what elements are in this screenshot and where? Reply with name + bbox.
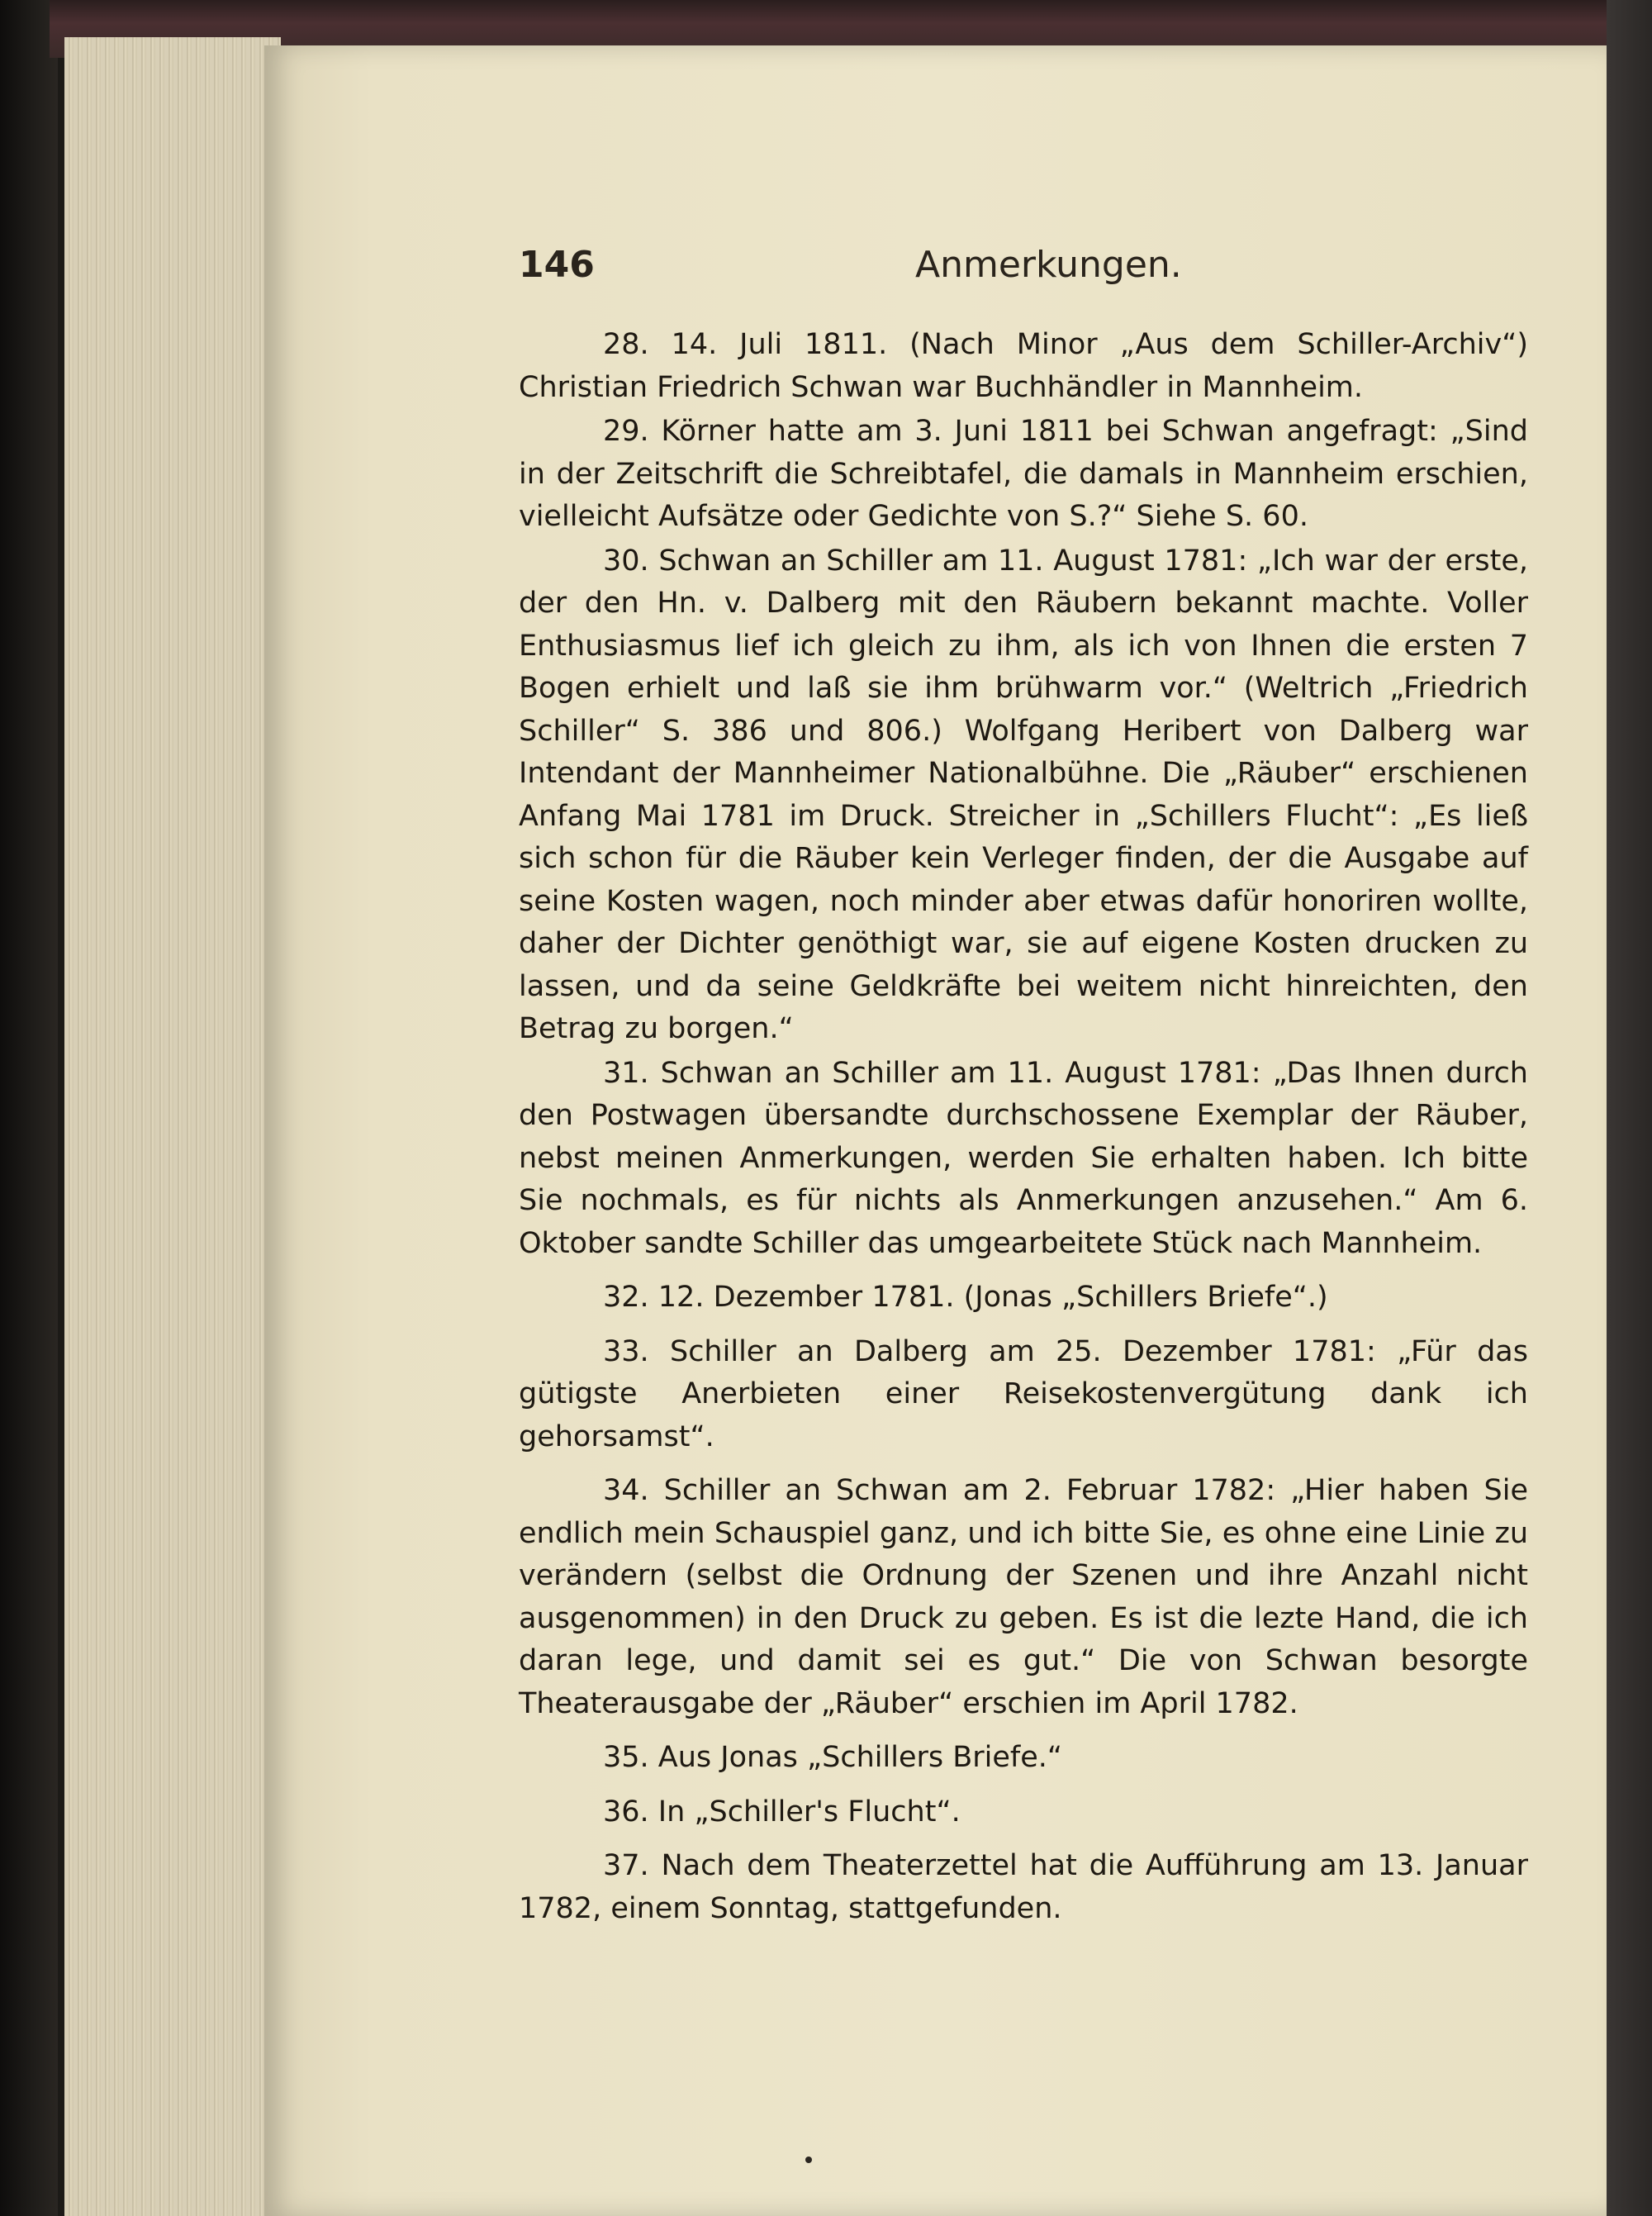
page-mark-dot <box>805 2157 812 2163</box>
book-right-edge <box>1607 0 1652 2216</box>
note-32: 32. 12. Dezember 1781. (Jonas „Schillers Briefe“.) <box>603 1281 1328 1314</box>
note-35: 35. Aus Jonas „Schillers Briefe.“ <box>603 1741 1063 1774</box>
note-30: 30. Schwan an Schiller am 11. August 1781: „Ich war der erste, der den Hn. v. Dalberg mit den Räubern bekannt machte. Voller Enthusiasmus lief ich gleich zu ihm, als ich von Ihnen die ersten 7 Bogen erhielt und laß sie ihm brühwarm vor.“ (Weltrich „Friedrich Schiller“ S. 386 und 806.) Wolfgang Heribert von Dalberg war Intendant der Mannheimer Nationalbühne. Die „Räuber“ erschienen Anfang Mai 1781 im Druck. Streicher in „Schillers Flucht“: „Es ließ sich schon für die Räuber kein Verleger finden, der die Ausgabe auf seine Kosten wagen, noch minder aber etwas dafür honoriren wollte, daher der Dichter genöthigt war, sie auf eigene Kosten drucken zu lassen, und da seine Geldkräfte bei weitem nicht hinreichten, den Betrag zu borgen.“ <box>519 544 1528 1045</box>
note-28: 28. 14. Juli 1811. (Nach Minor „Aus dem Schiller-Archiv“) Christian Friedrich Schwan war Buchhändler in Mannheim. <box>519 328 1528 404</box>
running-head: Anmerkungen. <box>915 244 1182 286</box>
notes-text <box>519 324 1528 1932</box>
book-spine <box>0 0 58 2216</box>
note-34: 34. Schiller an Schwan am 2. Februar 1782: „Hier haben Sie endlich mein Schauspiel ganz, und ich bitte Sie, es ohne eine Linie zu verändern (selbst die Ordnung der Szenen und ihre Anzahl nicht ausgenommen) in den Druck zu geben. Es ist die lezte Hand, die ich daran lege, und damit sei es gut.“ Die von Schwan besorgte Theaterausgabe der „Räuber“ erschien im April 1782. <box>519 1474 1528 1720</box>
page-stack-edges <box>64 37 281 2216</box>
note-37: 37. Nach dem Theaterzettel hat die Aufführung am 13. Januar 1782, einem Sonntag, stattgefunden. <box>519 1849 1528 1925</box>
page-number: 146 <box>519 244 595 286</box>
note-36: 36. In „Schiller's Flucht“. <box>603 1795 961 1828</box>
note-29: 29. Körner hatte am 3. Juni 1811 bei Schwan angefragt: „Sind in der Zeitschrift die Schreibtafel, die damals in Mannheim erschien, vielleicht Aufsätze oder Gedichte von S.?“ Siehe S. 60. <box>519 415 1528 533</box>
page-header <box>519 244 1526 293</box>
note-31: 31. Schwan an Schiller am 11. August 1781: „Das Ihnen durch den Postwagen übersandte durchschossene Exemplar der Räuber, nebst meinen Anmerkungen, werden Sie erhalten haben. Ich bitte Sie nochmals, es für nichts als Anmerkungen anzusehen.“ Am 6. Oktober sandte Schiller das umgearbeitete Stück nach Mannheim. <box>519 1056 1528 1260</box>
note-33: 33. Schiller an Dalberg am 25. Dezember 1781: „Für das gütigste Anerbieten einer Reisekostenvergütung dank ich gehorsamst“. <box>519 1334 1528 1453</box>
